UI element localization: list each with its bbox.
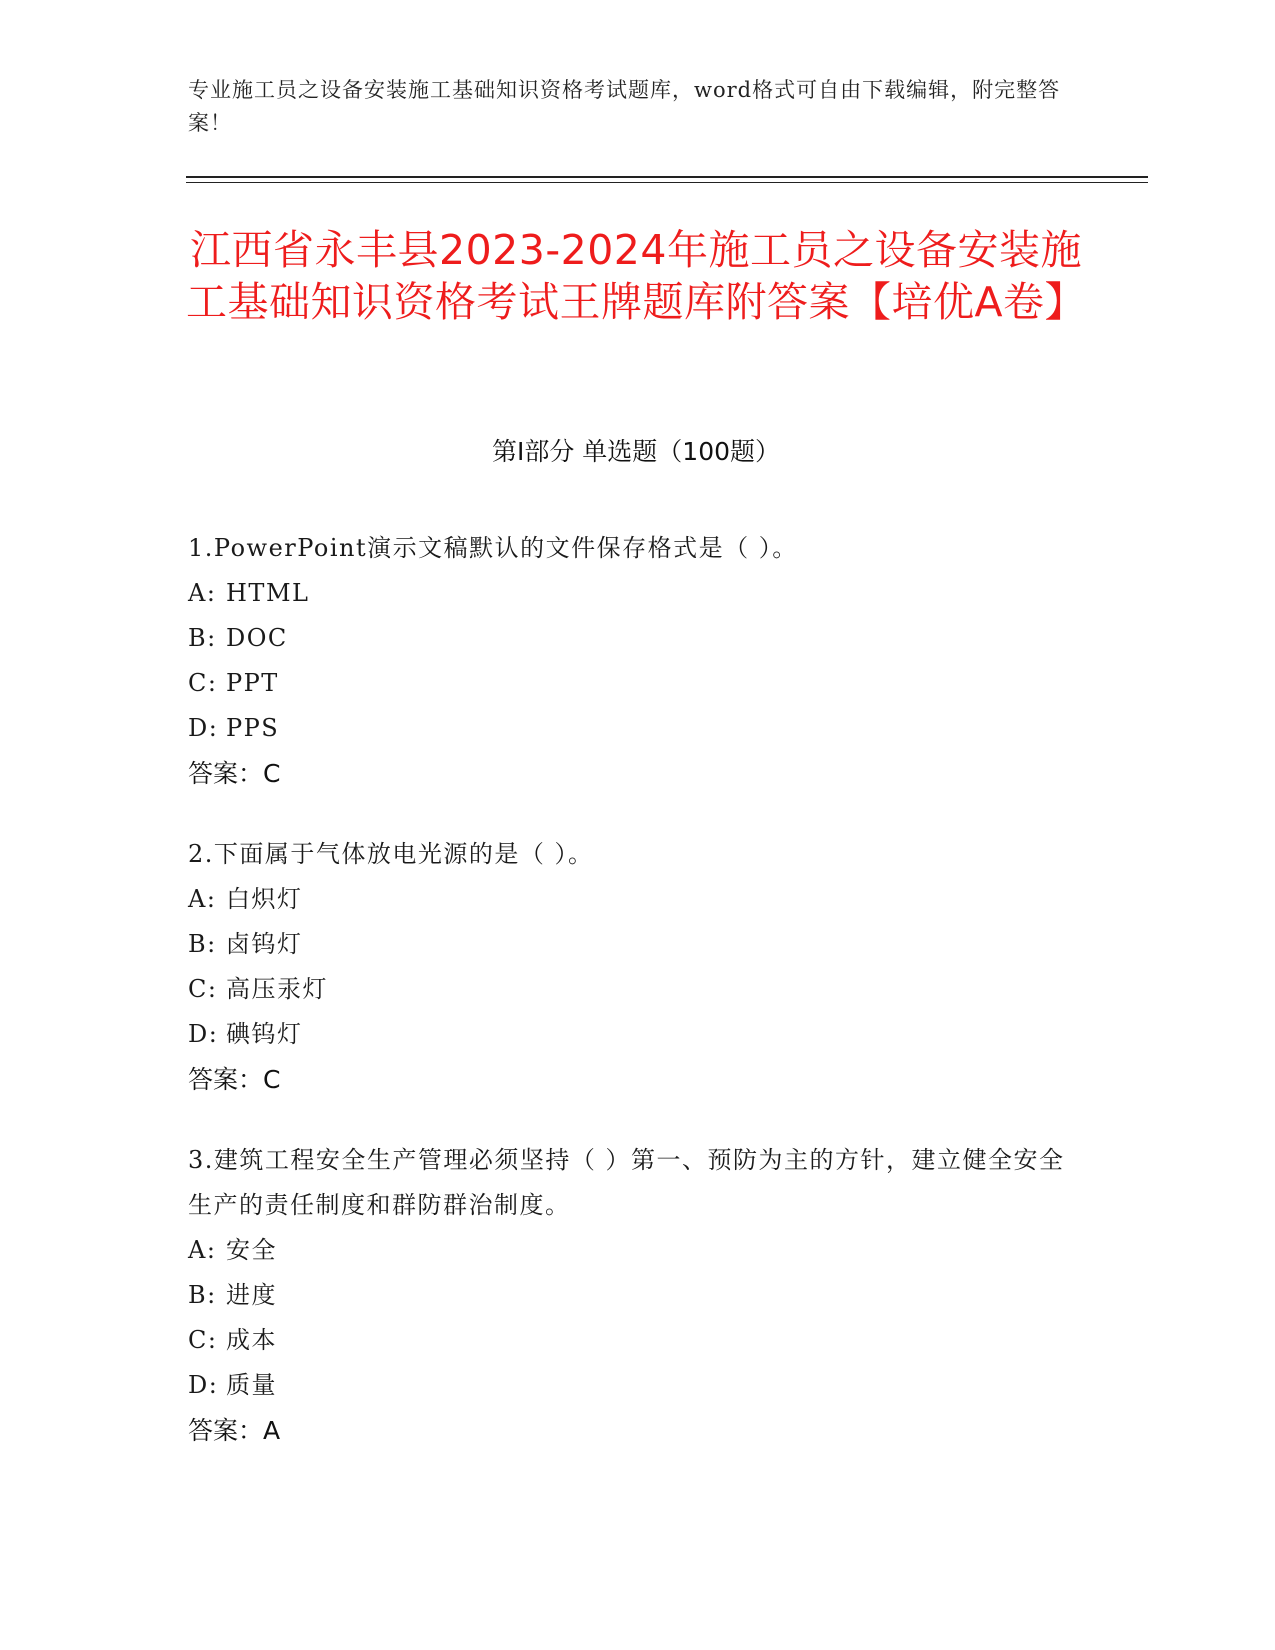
option-text: 成本 (226, 1326, 277, 1354)
option-text: PPT (226, 669, 279, 697)
question-text: 1.PowerPoint演示文稿默认的文件保存格式是（ ）。 (188, 534, 798, 562)
option-text: 进度 (226, 1281, 277, 1309)
header-note: 专业施工员之设备安装施工基础知识资格考试题库，word格式可自由下载编辑，附完整答案！ (188, 78, 1061, 135)
answer: 答案：A (188, 1416, 281, 1445)
question-text: 3.建筑工程安全生产管理必须坚持（ ）第一、预防为主的方针，建立健全安全生产的责任制度和群防群治制度。 (188, 1146, 1065, 1219)
option-text: 安全 (226, 1236, 277, 1264)
option-b (188, 922, 1088, 967)
option-text: 质量 (226, 1371, 277, 1399)
option-letter: A: (188, 579, 217, 607)
option-text: 高压汞灯 (226, 975, 328, 1003)
question-2 (188, 832, 1088, 1102)
answer: 答案：C (188, 1065, 281, 1094)
option-letter: B: (188, 930, 217, 958)
option-text: HTML (226, 579, 310, 607)
question-1 (188, 526, 1088, 796)
option-letter: B: (188, 1281, 217, 1309)
option-a (188, 877, 1088, 922)
option-letter: D: (188, 1020, 219, 1048)
option-letter: B: (188, 624, 217, 652)
option-text: 碘钨灯 (226, 1020, 303, 1048)
section-title: 第I部分 单选题（100题） (491, 437, 781, 466)
option-d (188, 1363, 1088, 1408)
option-d (188, 706, 1088, 751)
option-letter: A: (188, 885, 217, 913)
option-c (188, 1318, 1088, 1363)
option-c (188, 967, 1088, 1012)
option-text: PPS (226, 714, 280, 742)
option-letter: C: (188, 975, 218, 1003)
option-d (188, 1012, 1088, 1057)
option-c (188, 661, 1088, 706)
option-letter: D: (188, 1371, 219, 1399)
option-letter: C: (188, 1326, 218, 1354)
document-title: 江西省永丰县2023-2024年施工员之设备安装施工基础知识资格考试王牌题库附答案【培优A卷】 (186, 226, 1087, 326)
option-letter: C: (188, 669, 218, 697)
option-b (188, 616, 1088, 661)
option-b (188, 1273, 1088, 1318)
header-divider-thin (186, 182, 1148, 183)
question-3 (188, 1138, 1088, 1453)
option-letter: D: (188, 714, 219, 742)
option-a (188, 1228, 1088, 1273)
header-divider-thick (186, 176, 1148, 178)
option-text: 白炽灯 (226, 885, 303, 913)
question-text: 2.下面属于气体放电光源的是（ ）。 (188, 840, 594, 868)
option-a (188, 571, 1088, 616)
option-text: 卤钨灯 (226, 930, 303, 958)
question-list (188, 526, 1088, 1489)
option-text: DOC (226, 624, 288, 652)
option-letter: A: (188, 1236, 217, 1264)
answer: 答案：C (188, 759, 281, 788)
